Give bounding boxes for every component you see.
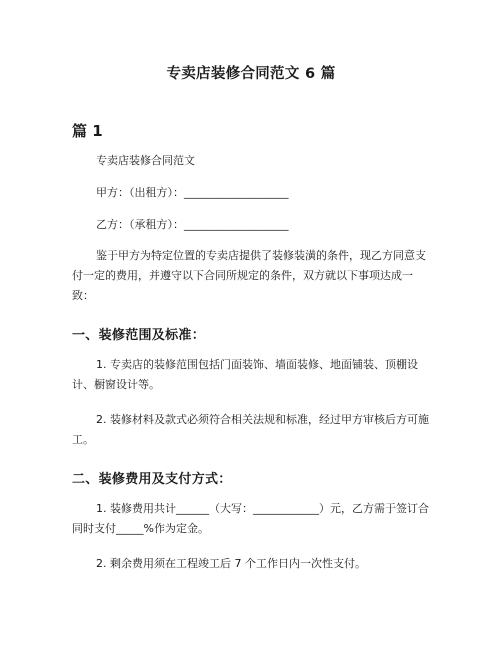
document-title: 专卖店装修合同范文 6 篇 [166,66,336,82]
section-2-heading: 二、装修费用及支付方式： [72,472,232,487]
contract-subtitle: 专卖店装修合同范文 [96,154,195,167]
section-1-item-2: 2. 装修材料及款式必须符合相关法规和标准，经过甲方审核后方可施工。 [72,413,429,446]
section-1-item-1: 1. 专卖店的装修范围包括门面装饰、墙面装修、地面铺装、顶棚设计、橱窗设计等。 [72,358,418,391]
intro-paragraph: 鉴于甲方为特定位置的专卖店提供了装修装潢的条件，现乙方同意支付一定的费用，并遵守以下合同所规定的条件，双方就以下事项达成一致： [72,249,426,302]
chapter-heading: 篇 1 [72,122,103,140]
section-2-item-1: 1. 装修费用共计______（大写：____________）元，乙方需于签订合同时支付_____%作为定金。 [72,502,429,535]
section-1-heading: 一、装修范围及标准： [72,328,206,343]
section-2-item-2: 2. 剩余费用须在工程竣工后 7 个工作日内一次性支付。 [96,557,366,570]
party-a-line: 甲方：（出租方）：___________________ [96,186,289,199]
party-b-line: 乙方：（承租方）：___________________ [96,218,289,231]
